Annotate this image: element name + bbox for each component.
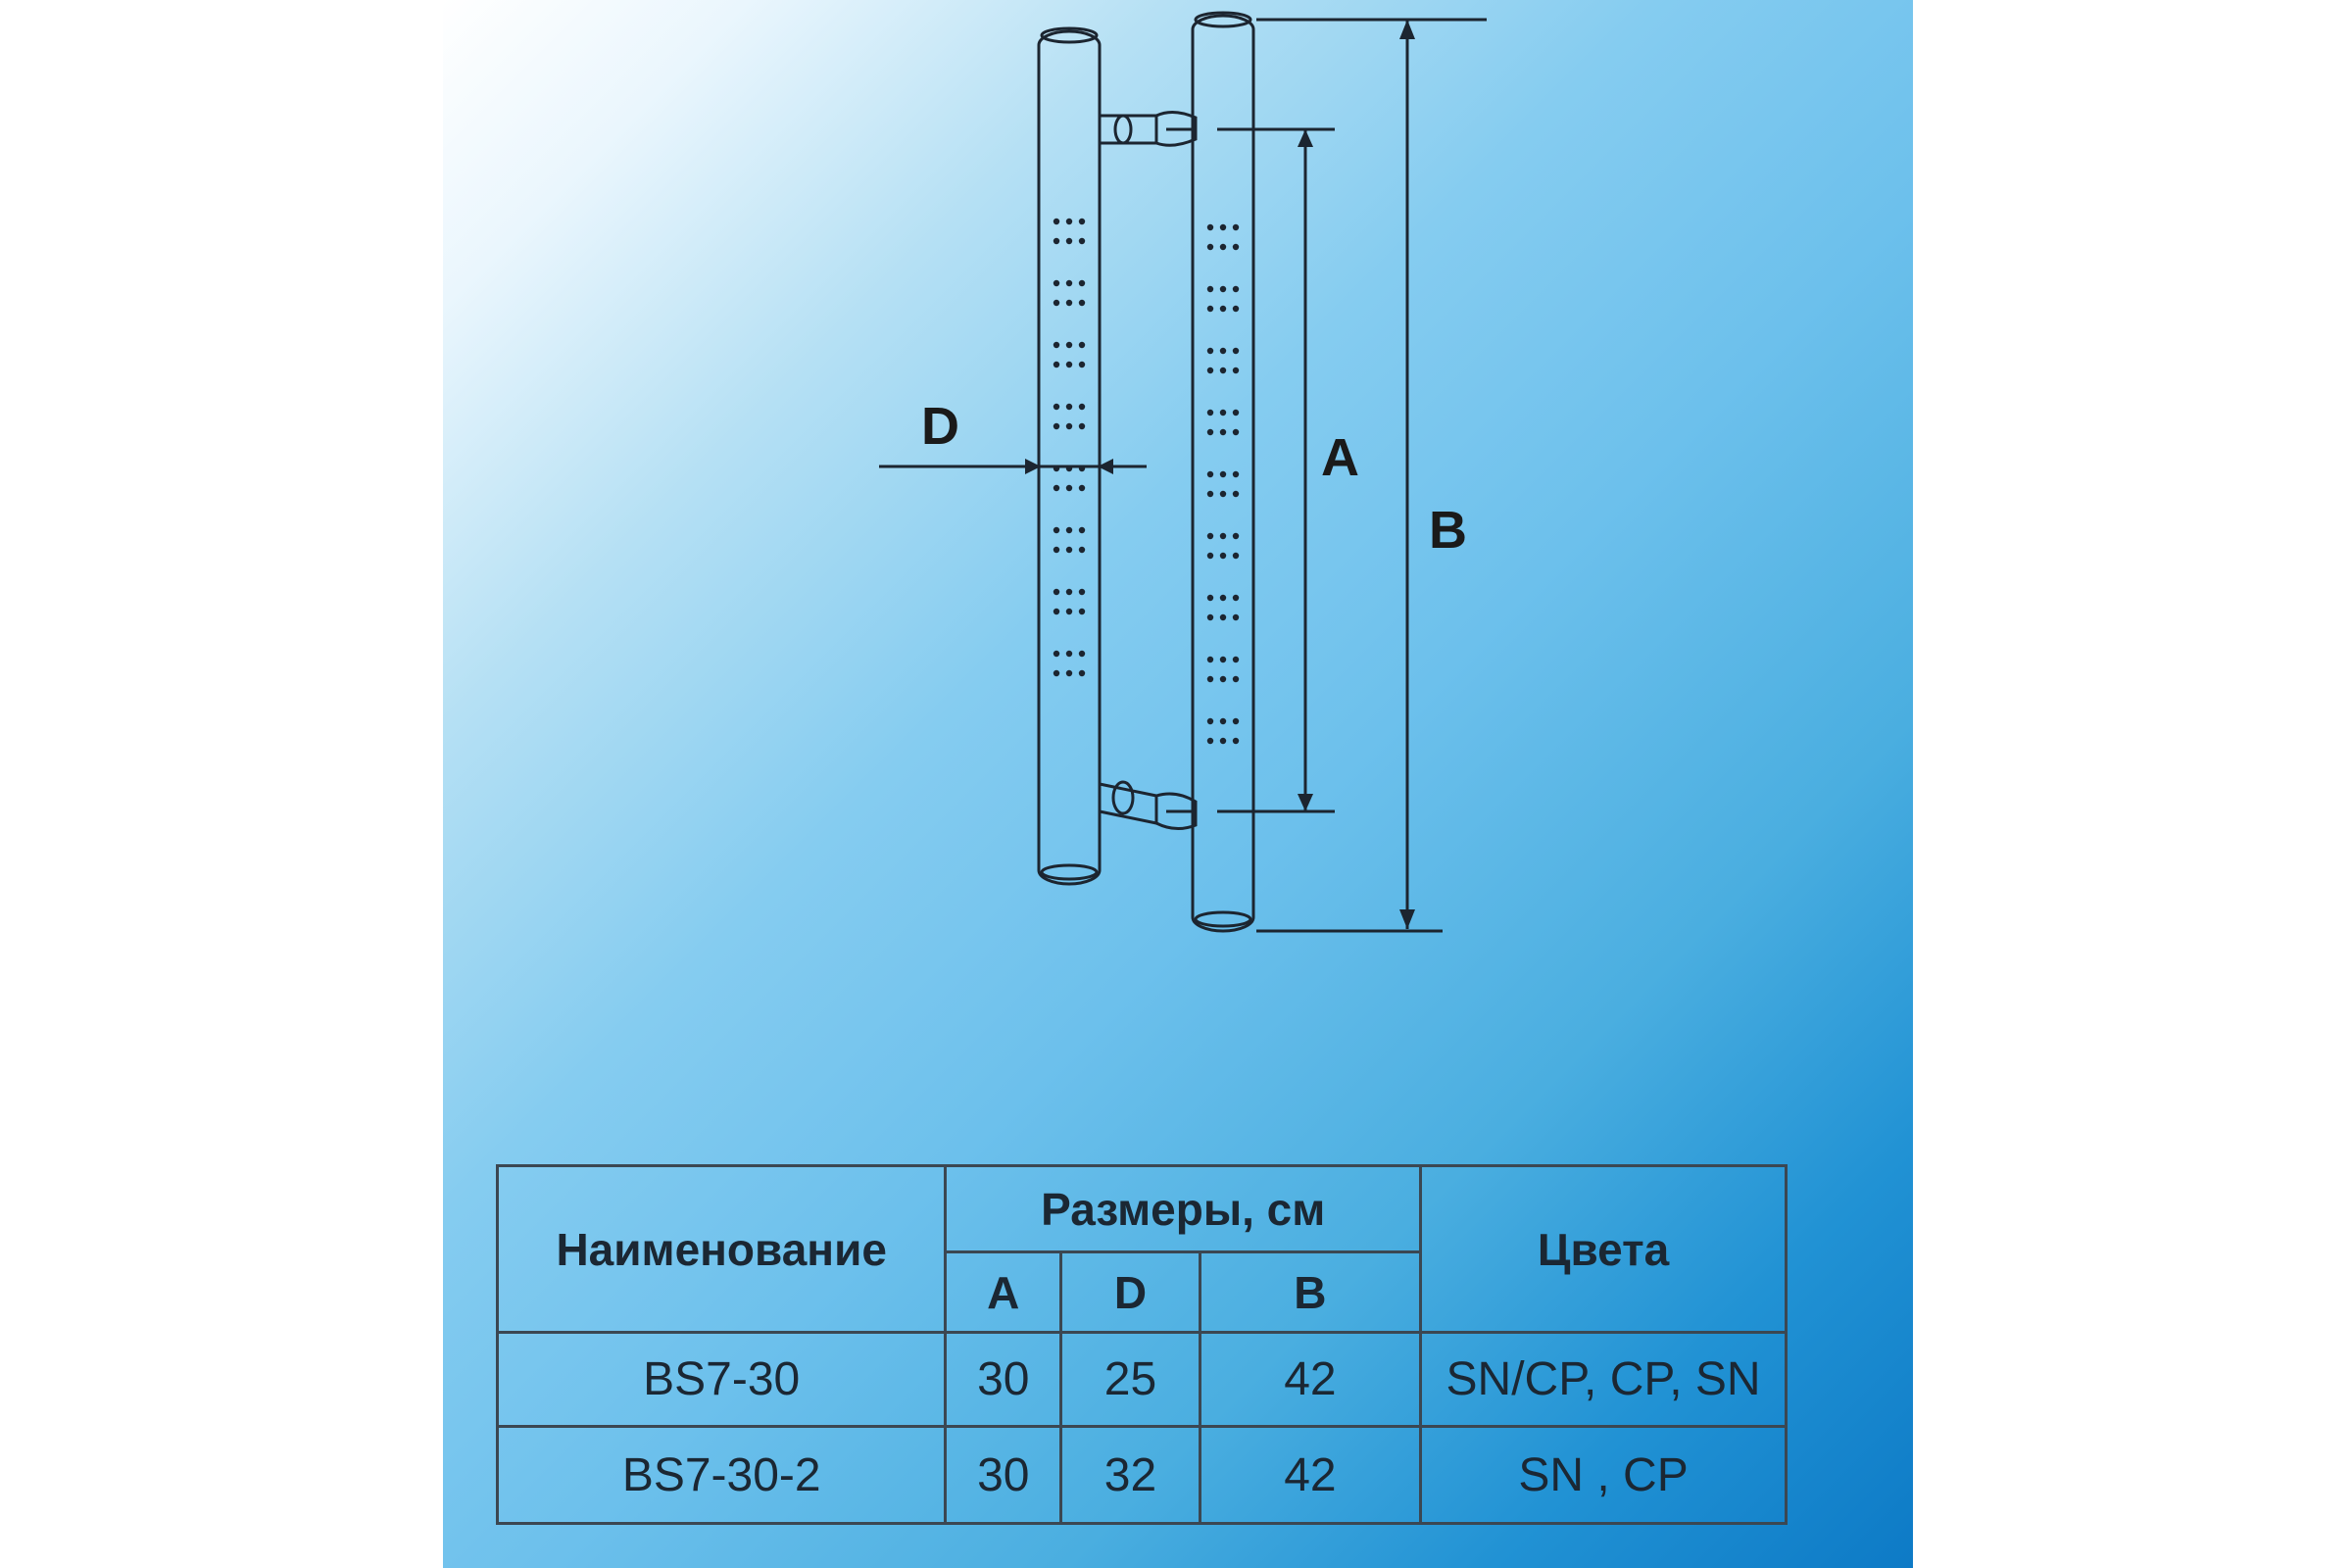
left-handle-bar <box>1039 31 1100 884</box>
name-column-header: Наименование <box>498 1166 946 1333</box>
row-d-value: 32 <box>1061 1427 1200 1524</box>
row-name: BS7-30 <box>498 1333 946 1427</box>
right-bar-bottom-cap <box>1196 912 1250 926</box>
a-arrow-bottom <box>1298 794 1313 811</box>
handle-dimension-drawing <box>443 0 1913 1019</box>
b-arrow-top <box>1399 20 1415 39</box>
a-dimension-label: A <box>1321 428 1359 487</box>
product-spec-panel <box>443 0 1913 1568</box>
spec-table <box>496 1164 1788 1525</box>
row-name: BS7-30-2 <box>498 1427 946 1524</box>
table-row <box>498 1427 1787 1524</box>
dimensions-column-header: Размеры, см <box>946 1166 1421 1252</box>
colors-column-header: Цвета <box>1421 1166 1787 1333</box>
table-row <box>498 1333 1787 1427</box>
row-colors: SN/CP, CP, SN <box>1421 1333 1787 1427</box>
dimension-a-header: A <box>946 1252 1061 1333</box>
row-b-value: 42 <box>1200 1333 1420 1427</box>
row-b-value: 42 <box>1200 1427 1420 1524</box>
left-bar-bottom-cap <box>1042 865 1097 879</box>
row-colors: SN , CP <box>1421 1427 1787 1524</box>
bottom-standoff <box>1100 784 1156 823</box>
dimension-d-header: D <box>1061 1252 1200 1333</box>
row-d-value: 25 <box>1061 1333 1200 1427</box>
row-a-value: 30 <box>946 1333 1061 1427</box>
d-dimension-label: D <box>921 397 959 456</box>
dimension-b-header: B <box>1200 1252 1420 1333</box>
perforation-dots <box>1054 219 1239 744</box>
b-arrow-bottom <box>1399 909 1415 929</box>
a-arrow-top <box>1298 129 1313 147</box>
row-a-value: 30 <box>946 1427 1061 1524</box>
b-dimension-label: B <box>1429 501 1467 560</box>
